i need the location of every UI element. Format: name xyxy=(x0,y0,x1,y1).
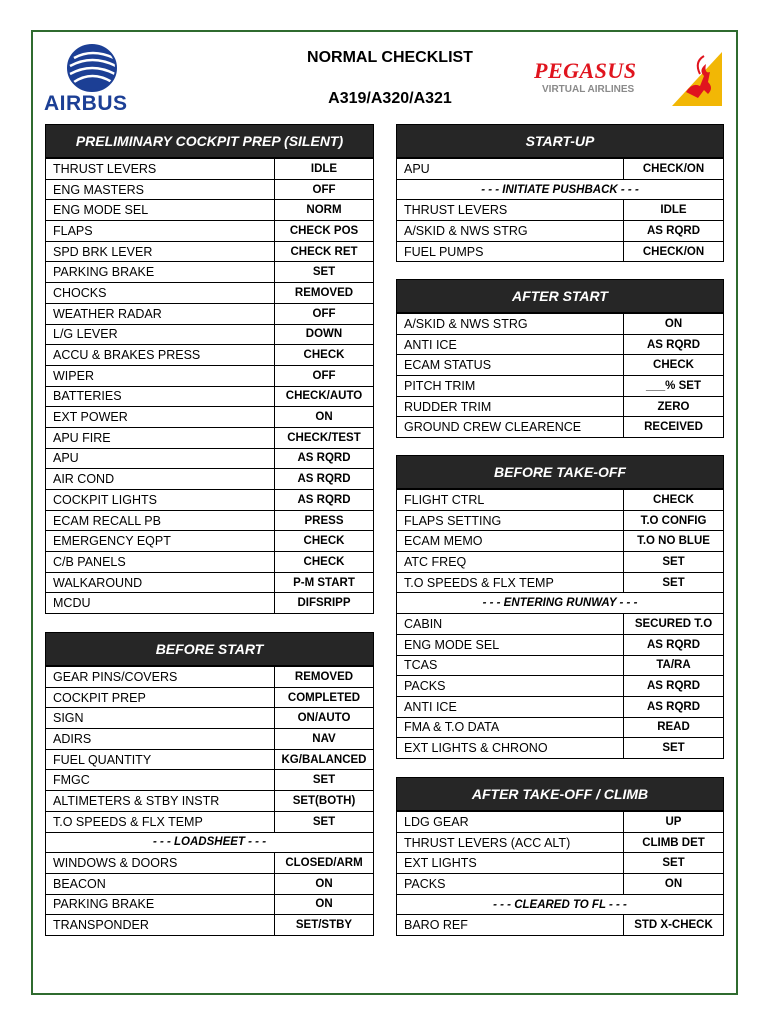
checklist-item: FLIGHT CTRL xyxy=(397,490,624,511)
checklist-item: AIR COND xyxy=(46,469,275,490)
checklist-item: ECAM STATUS xyxy=(397,355,624,376)
checklist-row xyxy=(46,853,374,874)
checklist-value: SET xyxy=(624,738,724,759)
checklist-item: A/SKID & NWS STRG xyxy=(397,221,624,242)
checklist-divider: - - - CLEARED TO FL - - - xyxy=(397,894,724,915)
checklist-table xyxy=(45,666,374,936)
checklist-item: RUDDER TRIM xyxy=(397,396,624,417)
checklist-value: ON xyxy=(275,894,374,915)
checklist-value: REMOVED xyxy=(275,283,374,304)
checklist-item: GEAR PINS/COVERS xyxy=(46,667,275,688)
checklist-row xyxy=(397,655,724,676)
checklist-item: ENG MODE SEL xyxy=(397,634,624,655)
checklist-item: ATC FREQ xyxy=(397,552,624,573)
checklist-value: ON xyxy=(275,873,374,894)
section-preliminary-cockpit-prep xyxy=(45,124,374,614)
checklist-row xyxy=(397,614,724,635)
checklist-row xyxy=(397,832,724,853)
pegasus-logo-subtext: VIRTUAL AIRLINES xyxy=(542,84,635,95)
checklist-row xyxy=(46,200,374,221)
checklist-row xyxy=(397,738,724,759)
checklist-value: SET xyxy=(275,770,374,791)
checklist-row xyxy=(46,770,374,791)
checklist-item: FLAPS xyxy=(46,221,275,242)
checklist-value: CHECK RET xyxy=(275,241,374,262)
checklist-item: FMGC xyxy=(46,770,275,791)
checklist-row xyxy=(46,915,374,936)
checklist-item: WALKAROUND xyxy=(46,572,275,593)
checklist-value: AS RQRD xyxy=(624,334,724,355)
airbus-logo-text: AIRBUS xyxy=(44,92,128,115)
checklist-value: AS RQRD xyxy=(624,221,724,242)
checklist-row xyxy=(46,667,374,688)
checklist-value: KG/BALANCED xyxy=(275,749,374,770)
checklist-table xyxy=(45,158,374,614)
checklist-value: READ xyxy=(624,717,724,738)
checklist-table xyxy=(396,489,724,759)
checklist-value: DOWN xyxy=(275,324,374,345)
checklist-value: ZERO xyxy=(624,396,724,417)
checklist-row xyxy=(46,365,374,386)
checklist-row xyxy=(46,345,374,366)
checklist-row xyxy=(46,791,374,812)
checklist-item: PARKING BRAKE xyxy=(46,262,275,283)
checklist-value: CHECK/TEST xyxy=(275,427,374,448)
checklist-row xyxy=(397,634,724,655)
checklist-value: CHECK/ON xyxy=(624,241,724,262)
checklist-row xyxy=(46,262,374,283)
checklist-value: CHECK/ON xyxy=(624,159,724,180)
checklist-item: TRANSPONDER xyxy=(46,915,275,936)
checklist-item: APU xyxy=(46,448,275,469)
checklist-row xyxy=(397,812,724,833)
checklist-row xyxy=(46,811,374,832)
checklist-value: UP xyxy=(624,812,724,833)
checklist-item: SPD BRK LEVER xyxy=(46,241,275,262)
checklist-item: WINDOWS & DOORS xyxy=(46,853,275,874)
checklist-item: PITCH TRIM xyxy=(397,376,624,397)
document-title: NORMAL CHECKLIST xyxy=(307,49,473,66)
section-header: AFTER TAKE-OFF / CLIMB xyxy=(396,777,724,811)
checklist-item: EXT POWER xyxy=(46,407,275,428)
checklist-item: ALTIMETERS & STBY INSTR xyxy=(46,791,275,812)
checklist-item: APU FIRE xyxy=(46,427,275,448)
checklist-divider: - - - ENTERING RUNWAY - - - xyxy=(397,593,724,614)
checklist-row xyxy=(397,417,724,438)
checklist-row xyxy=(397,376,724,397)
checklist-row xyxy=(397,552,724,573)
checklist-row xyxy=(46,572,374,593)
checklist-row xyxy=(46,407,374,428)
section-after-start xyxy=(396,279,724,438)
checklist-row xyxy=(397,874,724,895)
checklist-item: BARO REF xyxy=(397,915,624,936)
checklist-row xyxy=(397,396,724,417)
checklist-row xyxy=(46,510,374,531)
checklist-item: FUEL PUMPS xyxy=(397,241,624,262)
checklist-value: DIFSRIPP xyxy=(275,593,374,614)
checklist-row xyxy=(46,490,374,511)
checklist-row xyxy=(46,303,374,324)
checklist-value: SET/STBY xyxy=(275,915,374,936)
checklist-row xyxy=(46,749,374,770)
section-before-takeoff xyxy=(396,455,724,759)
checklist-value: CHECK xyxy=(624,490,724,511)
checklist-row xyxy=(397,853,724,874)
pegasus-logo xyxy=(530,52,722,106)
checklist-row xyxy=(397,314,724,335)
checklist-row xyxy=(46,552,374,573)
checklist-value: CLIMB DET xyxy=(624,832,724,853)
checklist-value: ___% SET xyxy=(624,376,724,397)
checklist-value: PRESS xyxy=(275,510,374,531)
checklist-item: BEACON xyxy=(46,873,275,894)
checklist-value: TA/RA xyxy=(624,655,724,676)
checklist-value: T.O NO BLUE xyxy=(624,531,724,552)
checklist-item: C/B PANELS xyxy=(46,552,275,573)
checklist-item: L/G LEVER xyxy=(46,324,275,345)
checklist-row xyxy=(397,159,724,180)
checklist-value: CHECK/AUTO xyxy=(275,386,374,407)
checklist-item: FUEL QUANTITY xyxy=(46,749,275,770)
checklist-item: APU xyxy=(397,159,624,180)
checklist-row xyxy=(397,676,724,697)
checklist-value: AS RQRD xyxy=(275,469,374,490)
checklist-row xyxy=(46,687,374,708)
checklist-item: CABIN xyxy=(397,614,624,635)
checklist-item: ANTI ICE xyxy=(397,696,624,717)
checklist-divider: - - - LOADSHEET - - - xyxy=(46,832,374,853)
checklist-row xyxy=(46,729,374,750)
checklist-row xyxy=(46,873,374,894)
checklist-value: ON xyxy=(624,314,724,335)
section-header: BEFORE TAKE-OFF xyxy=(396,455,724,489)
checklist-row xyxy=(397,696,724,717)
checklist-row xyxy=(46,427,374,448)
checklist-value: OFF xyxy=(275,303,374,324)
section-header: PRELIMINARY COCKPIT PREP (SILENT) xyxy=(45,124,374,158)
checklist-row xyxy=(46,241,374,262)
checklist-divider-row xyxy=(397,593,724,614)
checklist-item: T.O SPEEDS & FLX TEMP xyxy=(46,811,275,832)
checklist-value: OFF xyxy=(275,365,374,386)
section-header: AFTER START xyxy=(396,279,724,313)
checklist-value: ON/AUTO xyxy=(275,708,374,729)
checklist-row xyxy=(46,894,374,915)
checklist-item: ACCU & BRAKES PRESS xyxy=(46,345,275,366)
pegasus-horse-icon xyxy=(664,52,722,106)
checklist-value: SET xyxy=(624,853,724,874)
checklist-item: COCKPIT PREP xyxy=(46,687,275,708)
checklist-row xyxy=(397,200,724,221)
checklist-divider-row xyxy=(46,832,374,853)
checklist-row xyxy=(397,490,724,511)
checklist-value: CHECK xyxy=(275,531,374,552)
checklist-value: STD X-CHECK xyxy=(624,915,724,936)
checklist-value: CHECK xyxy=(275,345,374,366)
checklist-item: THRUST LEVERS xyxy=(46,159,275,180)
checklist-value: P-M START xyxy=(275,572,374,593)
checklist-item: ENG MASTERS xyxy=(46,179,275,200)
checklist-row xyxy=(397,510,724,531)
checklist-item: ANTI ICE xyxy=(397,334,624,355)
checklist-item: SIGN xyxy=(46,708,275,729)
checklist-value: CLOSED/ARM xyxy=(275,853,374,874)
section-start-up xyxy=(396,124,724,262)
checklist-item: EMERGENCY EQPT xyxy=(46,531,275,552)
checklist-value: SET xyxy=(275,811,374,832)
checklist-value: AS RQRD xyxy=(275,448,374,469)
checklist-row xyxy=(397,355,724,376)
checklist-row xyxy=(397,572,724,593)
checklist-row xyxy=(46,386,374,407)
checklist-item: PACKS xyxy=(397,676,624,697)
checklist-item: COCKPIT LIGHTS xyxy=(46,490,275,511)
checklist-item: WEATHER RADAR xyxy=(46,303,275,324)
checklist-item: ADIRS xyxy=(46,729,275,750)
checklist-item: ECAM MEMO xyxy=(397,531,624,552)
aircraft-models: A319/A320/A321 xyxy=(328,90,452,107)
checklist-value: COMPLETED xyxy=(275,687,374,708)
checklist-row xyxy=(46,221,374,242)
checklist-value: AS RQRD xyxy=(624,676,724,697)
checklist-row xyxy=(397,915,724,936)
checklist-row xyxy=(46,593,374,614)
checklist-row xyxy=(397,241,724,262)
checklist-item: FMA & T.O DATA xyxy=(397,717,624,738)
checklist-divider-row xyxy=(397,179,724,200)
checklist-table xyxy=(396,158,724,262)
checklist-value: T.O CONFIG xyxy=(624,510,724,531)
checklist-item: T.O SPEEDS & FLX TEMP xyxy=(397,572,624,593)
checklist-value: AS RQRD xyxy=(624,634,724,655)
checklist-value: REMOVED xyxy=(275,667,374,688)
checklist-value: NORM xyxy=(275,200,374,221)
checklist-table xyxy=(396,811,724,936)
checklist-row xyxy=(46,531,374,552)
checklist-item: PACKS xyxy=(397,874,624,895)
checklist-item: LDG GEAR xyxy=(397,812,624,833)
checklist-value: RECEIVED xyxy=(624,417,724,438)
checklist-value: SET xyxy=(624,552,724,573)
checklist-item: ENG MODE SEL xyxy=(46,200,275,221)
section-after-takeoff-climb xyxy=(396,777,724,936)
checklist-item: ECAM RECALL PB xyxy=(46,510,275,531)
checklist-item: GROUND CREW CLEARENCE xyxy=(397,417,624,438)
checklist-row xyxy=(46,324,374,345)
checklist-item: THRUST LEVERS xyxy=(397,200,624,221)
checklist-row xyxy=(397,717,724,738)
checklist-value: AS RQRD xyxy=(275,490,374,511)
checklist-value: CHECK xyxy=(624,355,724,376)
checklist-item: CHOCKS xyxy=(46,283,275,304)
checklist-row xyxy=(46,448,374,469)
checklist-value: SET xyxy=(624,572,724,593)
checklist-value: SET xyxy=(275,262,374,283)
section-header: START-UP xyxy=(396,124,724,158)
checklist-divider-row xyxy=(397,894,724,915)
pegasus-logo-text: PEGASUS xyxy=(534,58,637,83)
checklist-item: TCAS xyxy=(397,655,624,676)
checklist-item: EXT LIGHTS & CHRONO xyxy=(397,738,624,759)
checklist-item: MCDU xyxy=(46,593,275,614)
checklist-row xyxy=(46,283,374,304)
section-before-start xyxy=(45,632,374,936)
checklist-divider: - - - INITIATE PUSHBACK - - - xyxy=(397,179,724,200)
checklist-value: OFF xyxy=(275,179,374,200)
checklist-item: WIPER xyxy=(46,365,275,386)
checklist-value: SET(BOTH) xyxy=(275,791,374,812)
checklist-value: CHECK xyxy=(275,552,374,573)
checklist-item: PARKING BRAKE xyxy=(46,894,275,915)
checklist-value: AS RQRD xyxy=(624,696,724,717)
checklist-value: IDLE xyxy=(624,200,724,221)
checklist-item: A/SKID & NWS STRG xyxy=(397,314,624,335)
checklist-row xyxy=(46,469,374,490)
checklist-value: ON xyxy=(275,407,374,428)
checklist-row xyxy=(46,179,374,200)
checklist-value: ON xyxy=(624,874,724,895)
checklist-value: SECURED T.O xyxy=(624,614,724,635)
checklist-row xyxy=(46,708,374,729)
checklist-table xyxy=(396,313,724,438)
checklist-row xyxy=(397,334,724,355)
checklist-item: FLAPS SETTING xyxy=(397,510,624,531)
checklist-row xyxy=(397,531,724,552)
checklist-row xyxy=(397,221,724,242)
checklist-value: NAV xyxy=(275,729,374,750)
checklist-row xyxy=(46,159,374,180)
checklist-value: CHECK POS xyxy=(275,221,374,242)
checklist-item: EXT LIGHTS xyxy=(397,853,624,874)
checklist-item: THRUST LEVERS (ACC ALT) xyxy=(397,832,624,853)
checklist-item: BATTERIES xyxy=(46,386,275,407)
checklist-value: IDLE xyxy=(275,159,374,180)
section-header: BEFORE START xyxy=(45,632,374,666)
